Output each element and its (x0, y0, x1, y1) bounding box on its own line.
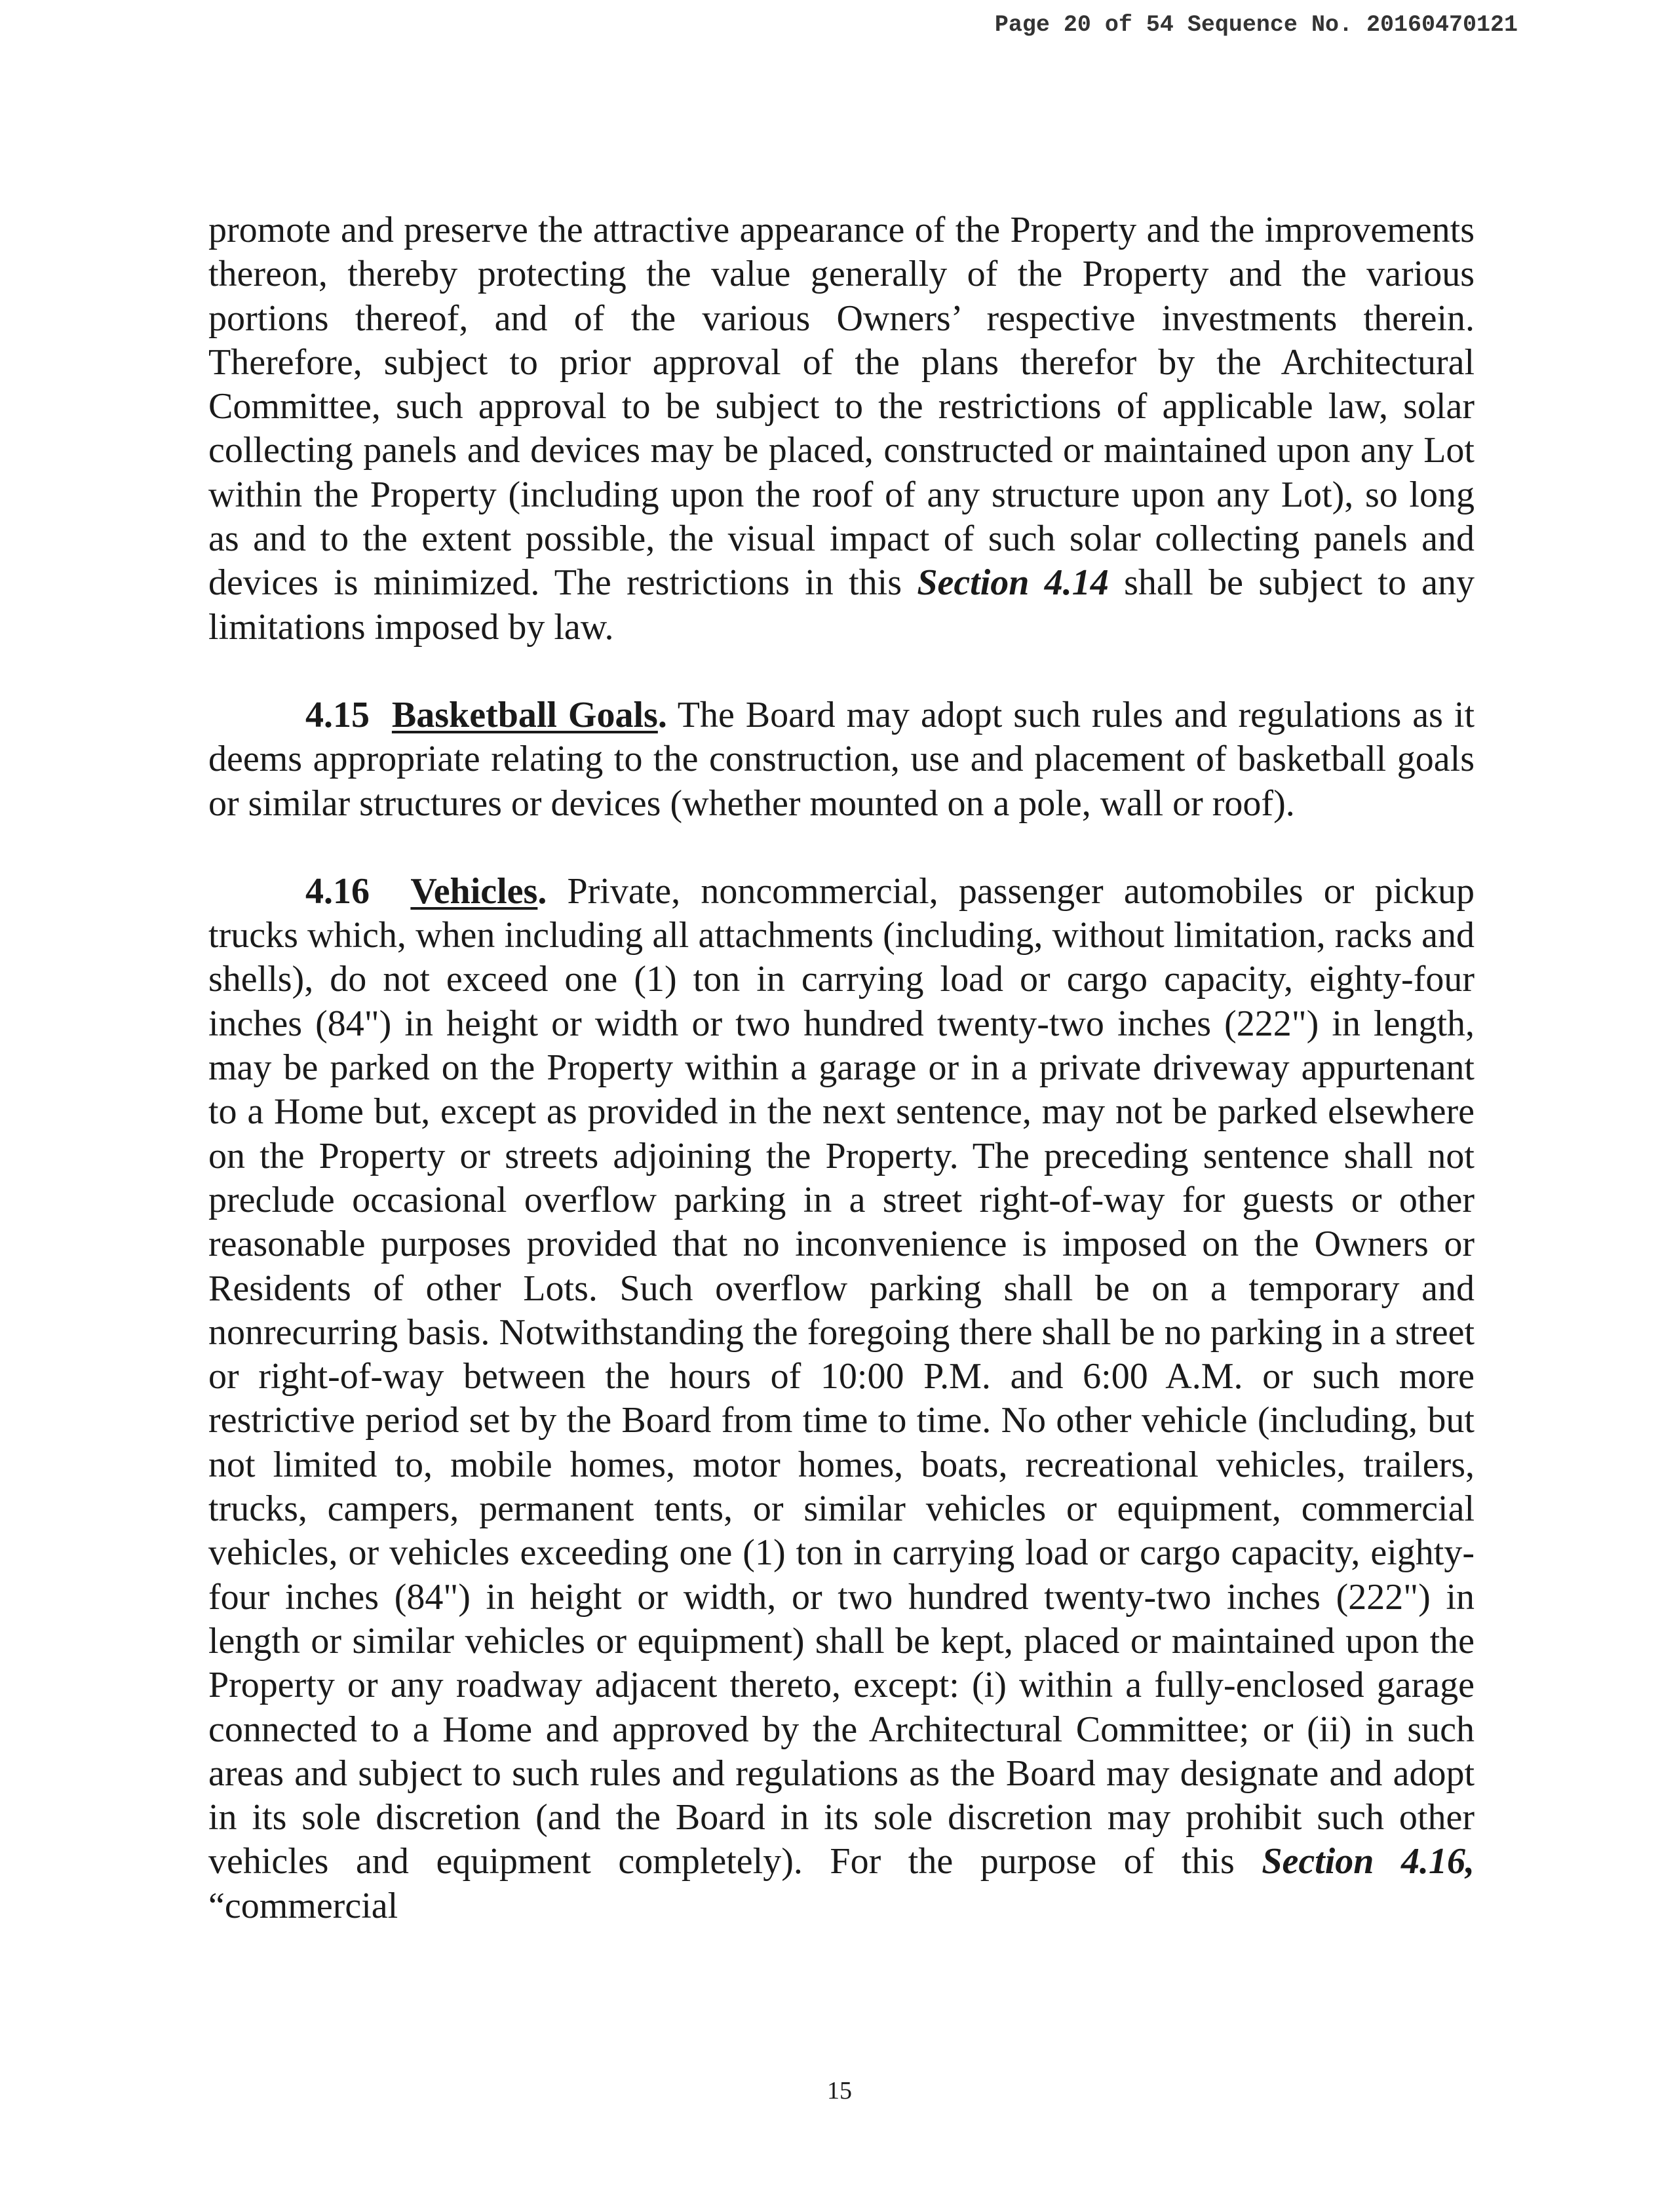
section-number: 4.16 (305, 870, 370, 912)
section-title-period: . (537, 870, 547, 912)
paragraph-solar-panels (208, 208, 1475, 650)
section-4-15-basketball-goals (208, 693, 1475, 826)
section-text: The Board may adopt such rules and regulations as it deems appropriate relating to the construction, use and placement of basketball goals or similar structures or devices (whether mounted on a pole, wall or roof). (208, 694, 1475, 824)
section-reference-4-14: Section 4.14 (917, 562, 1109, 604)
document-body (208, 208, 1475, 1928)
section-text: “commercial (208, 1885, 398, 1926)
section-reference-4-16: Section 4.16, (1262, 1841, 1475, 1882)
paragraph-text: promote and preserve the attractive appearance of the Property and the improvements thereon, thereby protecting the value generally of the Property and the various portions thereof, and of the various Owners’ respective investments therein. Therefore, subject to prior approval of the plans therefor by the Architectural Committee, such approval to be subject to the restrictions of applicable law, solar collecting panels and devices may be placed, constructed or maintained upon any Lot within the Property (including upon the roof of any structure upon any Lot), so long as and to the extent possible, the visual impact of such solar collecting panels and devices is minimized. The restrictions in this (208, 210, 1475, 604)
section-4-16-vehicles (208, 870, 1475, 1928)
section-title: Basketball Goals (391, 694, 658, 735)
section-title: Vehicles (410, 870, 538, 912)
section-number: 4.15 (305, 694, 370, 735)
section-title-period: . (657, 694, 667, 735)
page-number: 15 (827, 2077, 852, 2105)
section-text: Private, noncommercial, passenger automobiles or pickup trucks which, when including all attachments (including, without limitation, racks and shells), do not exceed one (1) ton in carrying load or cargo capacity, eighty-four inches (84") in height or width or two hundred twenty-two inches (222") in length, may be parked on the Property within a garage or in a private driveway appurtenant to a Home but, except as provided in the next sentence, may not be parked elsewhere on the Property or streets adjoining the Property. The preceding sentence shall not preclude occasional overflow parking in a street right-of-way for guests or other reasonable purposes provided that no inconvenience is imposed on the Owners or Residents of other Lots. Such overflow parking shall be on a temporary and nonrecurring basis. Notwithstanding the foregoing there shall be no parking in a street or right-of-way between the hours of 10:00 P.M. and 6:00 A.M. or such more restrictive period set by the Board from time to time. No other vehicle (including, but not limited to, mobile homes, motor homes, boats, recreational vehicles, trailers, trucks, campers, permanent tents, or similar vehicles or equipment, commercial vehicles, or vehicles exceeding one (1) ton in carrying load or cargo capacity, eighty-four inches (84") in height or width, or two hundred twenty-two inches (222") in length or similar vehicles or equipment) shall be kept, placed or maintained upon the Property or any roadway adjacent thereto, except: (i) within a fully-enclosed garage connected to a Home and approved by the Architectural Committee; or (ii) in such areas and subject to such rules and regulations as the Board may designate and adopt in its sole discretion (and the Board in its sole discretion may prohibit such other vehicles and equipment completely). For the purpose of this (208, 870, 1475, 1882)
paragraph-text: shall be subject to any limitations imposed by law. (208, 562, 1475, 648)
page-sequence-header: Page 20 of 54 Sequence No. 20160470121 (994, 12, 1518, 38)
